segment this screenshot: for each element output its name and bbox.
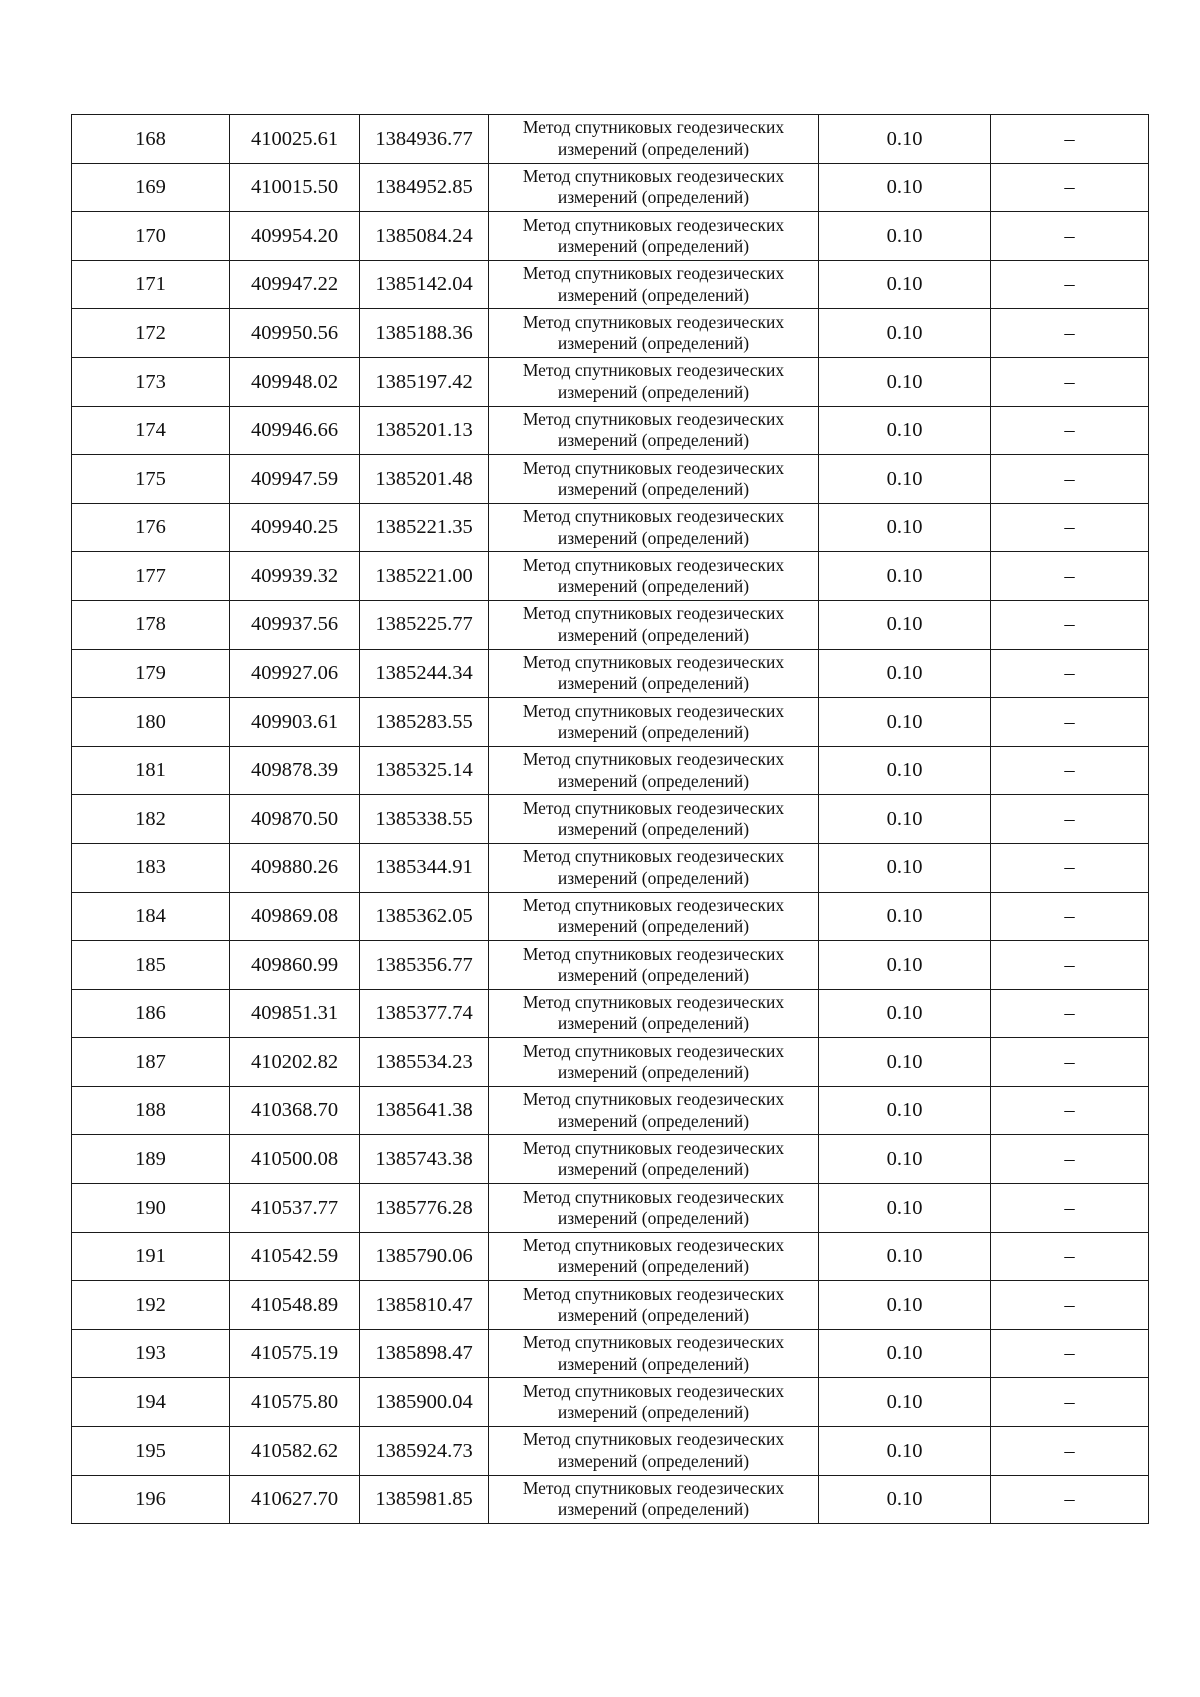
method-line-1: Метод спутниковых геодезических <box>522 506 785 527</box>
point-number-cell: 183 <box>72 843 230 892</box>
y-coordinate-cell: 1385225.77 <box>360 600 489 649</box>
point-number-cell: 189 <box>72 1135 230 1184</box>
method-line-1: Метод спутниковых геодезических <box>522 1380 785 1401</box>
x-coordinate-cell: 410627.70 <box>230 1475 360 1524</box>
dash-cell: – <box>991 843 1149 892</box>
table-row <box>72 1329 1149 1378</box>
point-number-cell: 184 <box>72 892 230 941</box>
dash-cell: – <box>991 309 1149 358</box>
method-line-2: измерений (определений) <box>557 1110 750 1131</box>
dash-cell: – <box>991 746 1149 795</box>
dash-cell: – <box>991 115 1149 164</box>
dash-cell: – <box>991 1232 1149 1281</box>
accuracy-cell: 0.10 <box>819 1038 991 1087</box>
accuracy-cell: 0.10 <box>819 1135 991 1184</box>
table-row <box>72 357 1149 406</box>
method-line-2: измерений (определений) <box>557 284 750 305</box>
accuracy-cell: 0.10 <box>819 795 991 844</box>
x-coordinate-cell: 410575.80 <box>230 1378 360 1427</box>
accuracy-cell: 0.10 <box>819 163 991 212</box>
accuracy-cell: 0.10 <box>819 892 991 941</box>
y-coordinate-cell: 1385776.28 <box>360 1184 489 1233</box>
x-coordinate-cell: 409948.02 <box>230 357 360 406</box>
method-line-2: измерений (определений) <box>557 964 750 985</box>
y-coordinate-cell: 1385283.55 <box>360 698 489 747</box>
table-row <box>72 115 1149 164</box>
method-line-1: Метод спутниковых геодезических <box>522 166 785 187</box>
accuracy-cell: 0.10 <box>819 503 991 552</box>
table-row <box>72 1281 1149 1330</box>
method-line-2: измерений (определений) <box>557 721 750 742</box>
accuracy-cell: 0.10 <box>819 1475 991 1524</box>
dash-cell: – <box>991 892 1149 941</box>
y-coordinate-cell: 1385898.47 <box>360 1329 489 1378</box>
dash-cell: – <box>991 1427 1149 1476</box>
method-cell <box>489 357 819 406</box>
method-line-2: измерений (определений) <box>557 381 750 402</box>
method-cell <box>489 1475 819 1524</box>
point-number-cell: 170 <box>72 212 230 261</box>
table-row <box>72 892 1149 941</box>
accuracy-cell: 0.10 <box>819 552 991 601</box>
y-coordinate-cell: 1385362.05 <box>360 892 489 941</box>
table-row <box>72 1475 1149 1524</box>
method-line-1: Метод спутниковых геодезических <box>522 1332 785 1353</box>
point-number-cell: 179 <box>72 649 230 698</box>
x-coordinate-cell: 410542.59 <box>230 1232 360 1281</box>
accuracy-cell: 0.10 <box>819 212 991 261</box>
x-coordinate-cell: 409940.25 <box>230 503 360 552</box>
method-cell <box>489 795 819 844</box>
method-line-1: Метод спутниковых геодезических <box>522 554 785 575</box>
accuracy-cell: 0.10 <box>819 1232 991 1281</box>
table-row <box>72 1378 1149 1427</box>
method-line-1: Метод спутниковых геодезических <box>522 651 785 672</box>
table-row <box>72 1184 1149 1233</box>
dash-cell: – <box>991 212 1149 261</box>
accuracy-cell: 0.10 <box>819 843 991 892</box>
point-number-cell: 171 <box>72 260 230 309</box>
table-row <box>72 552 1149 601</box>
y-coordinate-cell: 1385338.55 <box>360 795 489 844</box>
method-cell <box>489 892 819 941</box>
method-cell <box>489 1281 819 1330</box>
accuracy-cell: 0.10 <box>819 1378 991 1427</box>
method-line-1: Метод спутниковых геодезических <box>522 117 785 138</box>
method-cell <box>489 455 819 504</box>
y-coordinate-cell: 1385244.34 <box>360 649 489 698</box>
dash-cell: – <box>991 552 1149 601</box>
table-row <box>72 698 1149 747</box>
accuracy-cell: 0.10 <box>819 1427 991 1476</box>
point-number-cell: 178 <box>72 600 230 649</box>
method-cell <box>489 1427 819 1476</box>
x-coordinate-cell: 409878.39 <box>230 746 360 795</box>
point-number-cell: 191 <box>72 1232 230 1281</box>
method-line-1: Метод спутниковых геодезических <box>522 1429 785 1450</box>
y-coordinate-cell: 1385197.42 <box>360 357 489 406</box>
method-line-1: Метод спутниковых геодезических <box>522 1283 785 1304</box>
method-line-1: Метод спутниковых геодезических <box>522 360 785 381</box>
y-coordinate-cell: 1385641.38 <box>360 1086 489 1135</box>
dash-cell: – <box>991 260 1149 309</box>
method-cell <box>489 1086 819 1135</box>
method-cell <box>489 989 819 1038</box>
table-row <box>72 989 1149 1038</box>
dash-cell: – <box>991 1184 1149 1233</box>
method-line-2: измерений (определений) <box>557 576 750 597</box>
method-line-1: Метод спутниковых геодезических <box>522 1089 785 1110</box>
accuracy-cell: 0.10 <box>819 115 991 164</box>
x-coordinate-cell: 410025.61 <box>230 115 360 164</box>
accuracy-cell: 0.10 <box>819 260 991 309</box>
x-coordinate-cell: 409880.26 <box>230 843 360 892</box>
method-line-2: измерений (определений) <box>557 527 750 548</box>
dash-cell: – <box>991 1329 1149 1378</box>
accuracy-cell: 0.10 <box>819 1086 991 1135</box>
method-line-1: Метод спутниковых геодезических <box>522 749 785 770</box>
y-coordinate-cell: 1385344.91 <box>360 843 489 892</box>
method-cell <box>489 843 819 892</box>
y-coordinate-cell: 1385810.47 <box>360 1281 489 1330</box>
table-row <box>72 260 1149 309</box>
dash-cell: – <box>991 1038 1149 1087</box>
x-coordinate-cell: 410582.62 <box>230 1427 360 1476</box>
method-line-1: Метод спутниковых геодезических <box>522 1137 785 1158</box>
table-row <box>72 1086 1149 1135</box>
method-line-2: измерений (определений) <box>557 430 750 451</box>
point-number-cell: 190 <box>72 1184 230 1233</box>
y-coordinate-cell: 1384936.77 <box>360 115 489 164</box>
table-row <box>72 309 1149 358</box>
point-number-cell: 175 <box>72 455 230 504</box>
table-row <box>72 1427 1149 1476</box>
method-line-2: измерений (определений) <box>557 478 750 499</box>
method-cell <box>489 552 819 601</box>
x-coordinate-cell: 410500.08 <box>230 1135 360 1184</box>
y-coordinate-cell: 1385743.38 <box>360 1135 489 1184</box>
method-line-2: измерений (определений) <box>557 770 750 791</box>
method-line-2: измерений (определений) <box>557 1256 750 1277</box>
y-coordinate-cell: 1385981.85 <box>360 1475 489 1524</box>
accuracy-cell: 0.10 <box>819 746 991 795</box>
point-number-cell: 185 <box>72 941 230 990</box>
point-number-cell: 168 <box>72 115 230 164</box>
method-cell <box>489 600 819 649</box>
x-coordinate-cell: 410015.50 <box>230 163 360 212</box>
table-row <box>72 746 1149 795</box>
table-row <box>72 212 1149 261</box>
dash-cell: – <box>991 455 1149 504</box>
method-line-2: измерений (определений) <box>557 1499 750 1520</box>
method-line-2: измерений (определений) <box>557 1402 750 1423</box>
y-coordinate-cell: 1385790.06 <box>360 1232 489 1281</box>
accuracy-cell: 0.10 <box>819 989 991 1038</box>
method-cell <box>489 212 819 261</box>
y-coordinate-cell: 1385142.04 <box>360 260 489 309</box>
x-coordinate-cell: 409927.06 <box>230 649 360 698</box>
method-line-2: измерений (определений) <box>557 1159 750 1180</box>
dash-cell: – <box>991 941 1149 990</box>
table-row <box>72 163 1149 212</box>
y-coordinate-cell: 1385221.00 <box>360 552 489 601</box>
point-number-cell: 174 <box>72 406 230 455</box>
dash-cell: – <box>991 698 1149 747</box>
dash-cell: – <box>991 649 1149 698</box>
x-coordinate-cell: 409869.08 <box>230 892 360 941</box>
method-line-1: Метод спутниковых геодезических <box>522 797 785 818</box>
method-line-1: Метод спутниковых геодезических <box>522 943 785 964</box>
method-line-1: Метод спутниковых геодезических <box>522 894 785 915</box>
table-row <box>72 1038 1149 1087</box>
table-row <box>72 406 1149 455</box>
dash-cell: – <box>991 1086 1149 1135</box>
method-cell <box>489 746 819 795</box>
y-coordinate-cell: 1384952.85 <box>360 163 489 212</box>
x-coordinate-cell: 410202.82 <box>230 1038 360 1087</box>
x-coordinate-cell: 409937.56 <box>230 600 360 649</box>
dash-cell: – <box>991 503 1149 552</box>
method-line-1: Метод спутниковых геодезических <box>522 263 785 284</box>
method-cell <box>489 309 819 358</box>
x-coordinate-cell: 409903.61 <box>230 698 360 747</box>
point-number-cell: 177 <box>72 552 230 601</box>
y-coordinate-cell: 1385356.77 <box>360 941 489 990</box>
y-coordinate-cell: 1385924.73 <box>360 1427 489 1476</box>
method-cell <box>489 503 819 552</box>
table-row <box>72 941 1149 990</box>
point-number-cell: 173 <box>72 357 230 406</box>
dash-cell: – <box>991 1135 1149 1184</box>
y-coordinate-cell: 1385534.23 <box>360 1038 489 1087</box>
table-row <box>72 1232 1149 1281</box>
y-coordinate-cell: 1385377.74 <box>360 989 489 1038</box>
method-line-2: измерений (определений) <box>557 819 750 840</box>
point-number-cell: 187 <box>72 1038 230 1087</box>
table-row <box>72 503 1149 552</box>
method-cell <box>489 1232 819 1281</box>
dash-cell: – <box>991 357 1149 406</box>
method-line-1: Метод спутниковых геодезических <box>522 603 785 624</box>
point-number-cell: 180 <box>72 698 230 747</box>
point-number-cell: 195 <box>72 1427 230 1476</box>
method-line-2: измерений (определений) <box>557 1062 750 1083</box>
accuracy-cell: 0.10 <box>819 600 991 649</box>
point-number-cell: 193 <box>72 1329 230 1378</box>
accuracy-cell: 0.10 <box>819 698 991 747</box>
x-coordinate-cell: 409851.31 <box>230 989 360 1038</box>
point-number-cell: 169 <box>72 163 230 212</box>
point-number-cell: 196 <box>72 1475 230 1524</box>
method-line-2: измерений (определений) <box>557 1305 750 1326</box>
table-row <box>72 843 1149 892</box>
method-line-1: Метод спутниковых геодезических <box>522 1235 785 1256</box>
table-row <box>72 795 1149 844</box>
method-line-1: Метод спутниковых геодезических <box>522 700 785 721</box>
method-line-2: измерений (определений) <box>557 1013 750 1034</box>
point-number-cell: 188 <box>72 1086 230 1135</box>
accuracy-cell: 0.10 <box>819 1281 991 1330</box>
method-line-1: Метод спутниковых геодезических <box>522 1186 785 1207</box>
method-line-1: Метод спутниковых геодезических <box>522 409 785 430</box>
x-coordinate-cell: 410548.89 <box>230 1281 360 1330</box>
dash-cell: – <box>991 1281 1149 1330</box>
method-line-2: измерений (определений) <box>557 867 750 888</box>
point-number-cell: 186 <box>72 989 230 1038</box>
method-cell <box>489 1184 819 1233</box>
method-line-2: измерений (определений) <box>557 235 750 256</box>
dash-cell: – <box>991 989 1149 1038</box>
method-line-1: Метод спутниковых геодезических <box>522 992 785 1013</box>
method-line-2: измерений (определений) <box>557 1207 750 1228</box>
point-number-cell: 182 <box>72 795 230 844</box>
x-coordinate-cell: 410368.70 <box>230 1086 360 1135</box>
method-line-2: измерений (определений) <box>557 916 750 937</box>
dash-cell: – <box>991 600 1149 649</box>
accuracy-cell: 0.10 <box>819 357 991 406</box>
coordinates-table <box>71 114 1149 1524</box>
method-cell <box>489 649 819 698</box>
x-coordinate-cell: 409946.66 <box>230 406 360 455</box>
x-coordinate-cell: 410575.19 <box>230 1329 360 1378</box>
x-coordinate-cell: 409939.32 <box>230 552 360 601</box>
method-cell <box>489 1378 819 1427</box>
y-coordinate-cell: 1385900.04 <box>360 1378 489 1427</box>
method-cell <box>489 163 819 212</box>
x-coordinate-cell: 409950.56 <box>230 309 360 358</box>
table-row <box>72 455 1149 504</box>
x-coordinate-cell: 409947.59 <box>230 455 360 504</box>
y-coordinate-cell: 1385325.14 <box>360 746 489 795</box>
y-coordinate-cell: 1385201.48 <box>360 455 489 504</box>
point-number-cell: 194 <box>72 1378 230 1427</box>
x-coordinate-cell: 410537.77 <box>230 1184 360 1233</box>
dash-cell: – <box>991 163 1149 212</box>
method-line-1: Метод спутниковых геодезических <box>522 311 785 332</box>
method-cell <box>489 260 819 309</box>
method-line-2: измерений (определений) <box>557 333 750 354</box>
method-cell <box>489 698 819 747</box>
x-coordinate-cell: 409954.20 <box>230 212 360 261</box>
method-line-2: измерений (определений) <box>557 187 750 208</box>
y-coordinate-cell: 1385201.13 <box>360 406 489 455</box>
point-number-cell: 176 <box>72 503 230 552</box>
x-coordinate-cell: 409870.50 <box>230 795 360 844</box>
accuracy-cell: 0.10 <box>819 309 991 358</box>
method-line-1: Метод спутниковых геодезических <box>522 1478 785 1499</box>
dash-cell: – <box>991 406 1149 455</box>
method-line-1: Метод спутниковых геодезических <box>522 457 785 478</box>
y-coordinate-cell: 1385084.24 <box>360 212 489 261</box>
method-line-1: Метод спутниковых геодезических <box>522 214 785 235</box>
table-row <box>72 600 1149 649</box>
method-cell <box>489 1038 819 1087</box>
method-line-2: измерений (определений) <box>557 624 750 645</box>
table-row <box>72 1135 1149 1184</box>
point-number-cell: 181 <box>72 746 230 795</box>
accuracy-cell: 0.10 <box>819 1184 991 1233</box>
dash-cell: – <box>991 1475 1149 1524</box>
method-cell <box>489 406 819 455</box>
method-line-1: Метод спутниковых геодезических <box>522 846 785 867</box>
method-cell <box>489 941 819 990</box>
dash-cell: – <box>991 1378 1149 1427</box>
accuracy-cell: 0.10 <box>819 1329 991 1378</box>
accuracy-cell: 0.10 <box>819 941 991 990</box>
method-line-2: измерений (определений) <box>557 138 750 159</box>
coordinates-table-body <box>72 115 1149 1524</box>
accuracy-cell: 0.10 <box>819 649 991 698</box>
method-line-2: измерений (определений) <box>557 673 750 694</box>
method-cell <box>489 1329 819 1378</box>
method-cell <box>489 1135 819 1184</box>
method-line-2: измерений (определений) <box>557 1450 750 1471</box>
accuracy-cell: 0.10 <box>819 455 991 504</box>
table-row <box>72 649 1149 698</box>
y-coordinate-cell: 1385221.35 <box>360 503 489 552</box>
x-coordinate-cell: 409947.22 <box>230 260 360 309</box>
y-coordinate-cell: 1385188.36 <box>360 309 489 358</box>
point-number-cell: 192 <box>72 1281 230 1330</box>
accuracy-cell: 0.10 <box>819 406 991 455</box>
point-number-cell: 172 <box>72 309 230 358</box>
dash-cell: – <box>991 795 1149 844</box>
method-line-1: Метод спутниковых геодезических <box>522 1040 785 1061</box>
x-coordinate-cell: 409860.99 <box>230 941 360 990</box>
method-cell <box>489 115 819 164</box>
method-line-2: измерений (определений) <box>557 1353 750 1374</box>
